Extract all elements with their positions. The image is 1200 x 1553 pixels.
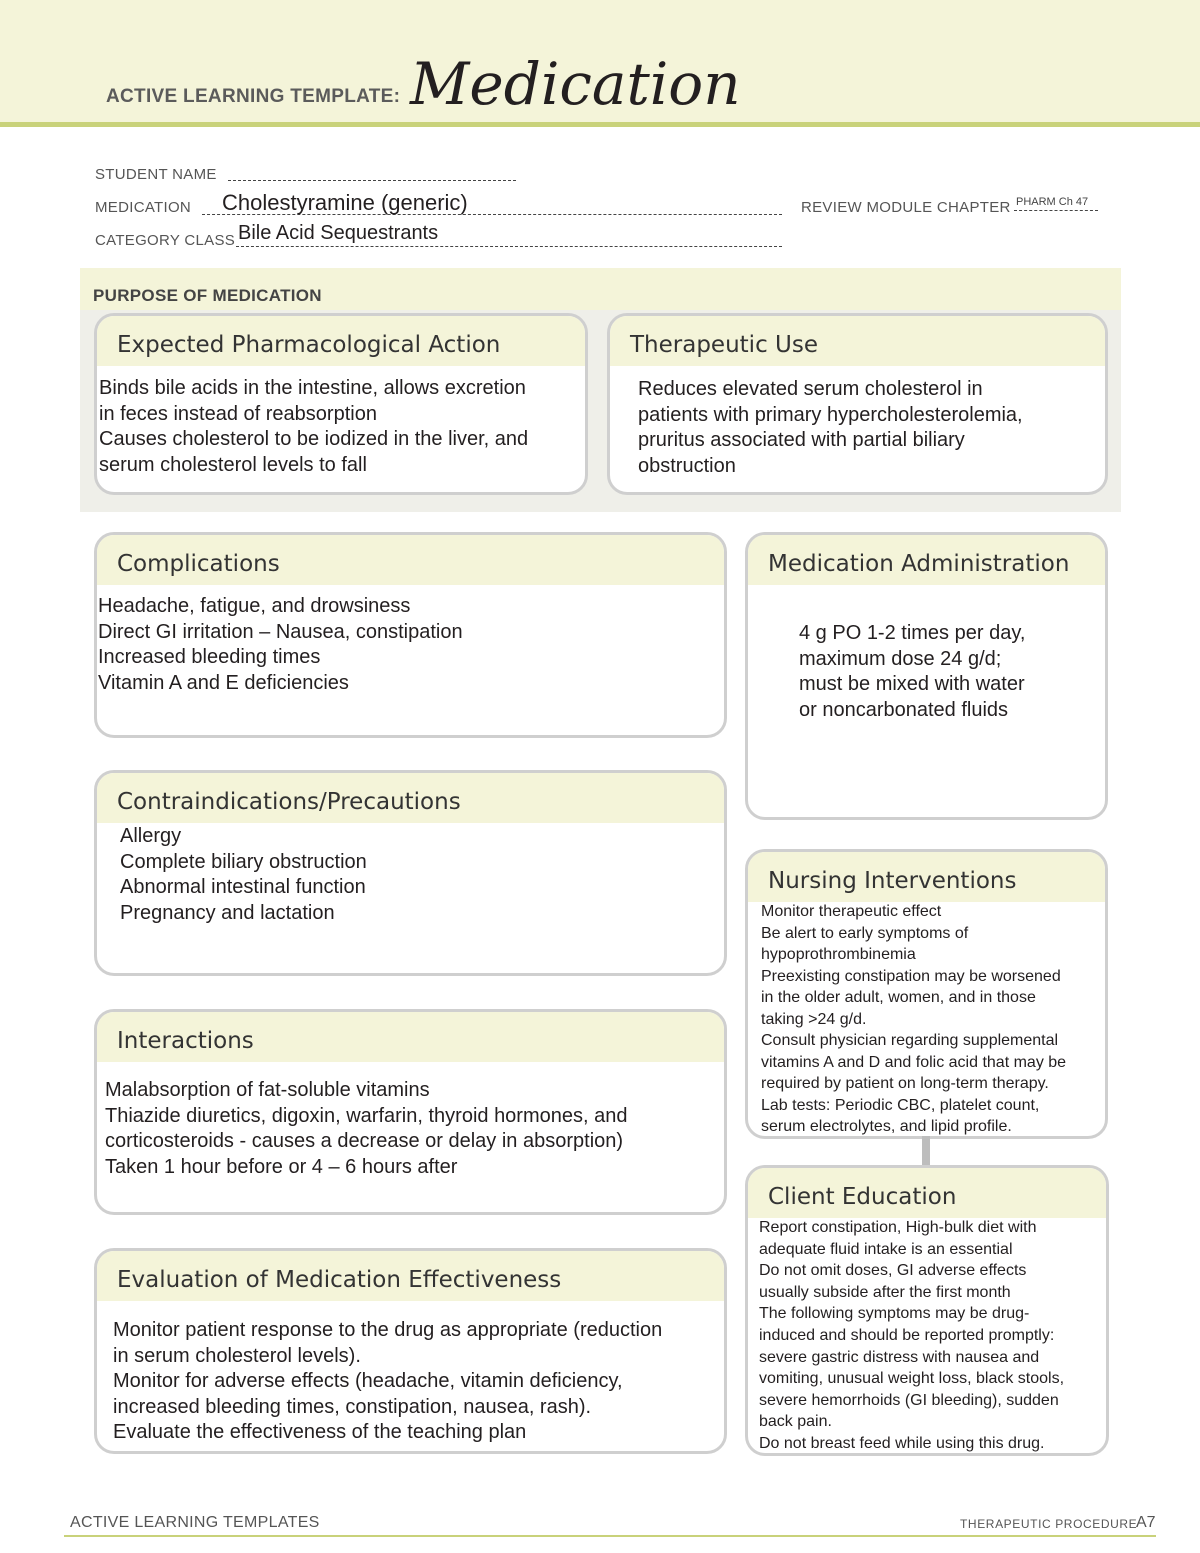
contraindications-title: Contraindications/Precautions [117,789,461,815]
footer-rule [64,1535,1156,1537]
administration-header [748,535,1105,587]
client-education-header [748,1168,1106,1220]
interactions-box [94,1009,727,1215]
client-education-text: Report constipation, High-bulk diet with adequate fluid intake is an essential Do not omit doses, GI adverse effects usually subside after the first month The following symptoms may be drug- induced and should be reported promptly: severe gastric distress with nausea and vomiting, unusual weight loss, black stools, severe hemorrhoids (GI bleeding), sudden back pain. Do not breast feed while using this drug. [759,1219,1065,1452]
administration-box [745,532,1108,820]
medication-field[interactable] [202,190,782,215]
footer-left-label: ACTIVE LEARNING TEMPLATES [70,1514,320,1531]
therapeutic-use-title: Therapeutic Use [630,332,818,358]
complications-header [97,535,724,587]
interactions-text: Malabsorption of fat-soluble vitamins Thiazide diuretics, digoxin, warfarin, thyroid hormones, and corticosteroids - causes a decrease or delay in absorption) Taken 1 hour before or 4 – 6 hours after [105,1079,628,1178]
contraindications-box [94,770,727,976]
header-rule [0,122,1200,127]
nursing-interventions-title: Nursing Interventions [768,868,1017,894]
evaluation-header [97,1251,724,1303]
expected-action-header [97,316,585,368]
student-name-field[interactable] [228,164,516,181]
category-class-value: Bile Acid Sequestrants [238,222,439,244]
review-module-field[interactable] [1014,196,1098,211]
expected-action-text: Binds bile acids in the intestine, allows excretion in feces instead of reabsorption Causes cholesterol to be iodized in the liver, and serum cholesterol levels to fall [99,377,529,476]
student-name-label: STUDENT NAME [95,166,217,183]
expected-action-box [94,313,588,495]
nursing-interventions-box [745,849,1108,1139]
complications-text: Headache, fatigue, and drowsiness Direct GI irritation – Nausea, constipation Increased bleeding times Vitamin A and E deficiencies [98,595,463,694]
evaluation-box [94,1248,727,1454]
interactions-title: Interactions [117,1028,254,1054]
contraindications-header [97,773,724,825]
therapeutic-use-box [607,313,1108,495]
medication-value: Cholestyramine (generic) [222,190,468,215]
administration-text: 4 g PO 1-2 times per day, maximum dose 24 g/d; must be mixed with water or noncarbonated fluids [799,622,1026,721]
evaluation-text: Monitor patient response to the drug as appropriate (reduction in serum cholesterol levels). Monitor for adverse effects (headache, vitamin deficiency, increased bleeding times, constipation, nausea, rash). Evaluate the effectiveness of the teaching plan [113,1319,663,1443]
box-connector [922,1136,930,1168]
interactions-header [97,1012,724,1064]
purpose-label: PURPOSE OF MEDICATION [93,286,322,305]
evaluation-title: Evaluation of Medication Effectiveness [117,1267,562,1293]
complications-title: Complications [117,551,280,577]
administration-title: Medication Administration [768,551,1070,577]
complications-box [94,532,727,738]
page-title: Medication [410,50,741,118]
therapeutic-use-header [610,316,1105,368]
nursing-interventions-text: Monitor therapeutic effect Be alert to early symptoms of hypoprothrombinemia Preexisting constipation may be worsened in the older adult, women, and in those taking >24 g/d. Consult physician regarding supplemental vitamins A and D and folic acid that may be required by patient on long-term therapy. Lab tests: Periodic CBC, platelet count, serum electrolytes, and lipid profile. [761,903,1067,1135]
contraindications-text: Allergy Complete biliary obstruction Abnormal intestinal function Pregnancy and lactation [120,825,367,924]
template-label: ACTIVE LEARNING TEMPLATE: [106,86,401,107]
therapeutic-use-text: Reduces elevated serum cholesterol in patients with primary hypercholesterolemia, pruritus associated with partial biliary obstruction [638,378,1023,477]
review-module-value: PHARM Ch 47 [1016,196,1089,208]
category-class-label: CATEGORY CLASS [95,232,236,249]
review-module-label: REVIEW MODULE CHAPTER [801,199,1011,216]
category-class-field[interactable] [236,222,782,247]
nursing-interventions-header [748,852,1105,904]
medication-label: MEDICATION [95,199,192,216]
page-number: A7 [1136,1514,1156,1531]
expected-action-title: Expected Pharmacological Action [117,332,501,358]
client-education-title: Client Education [768,1184,957,1210]
footer-right-label: THERAPEUTIC PROCEDURE [960,1517,1138,1531]
client-education-box [745,1165,1109,1456]
